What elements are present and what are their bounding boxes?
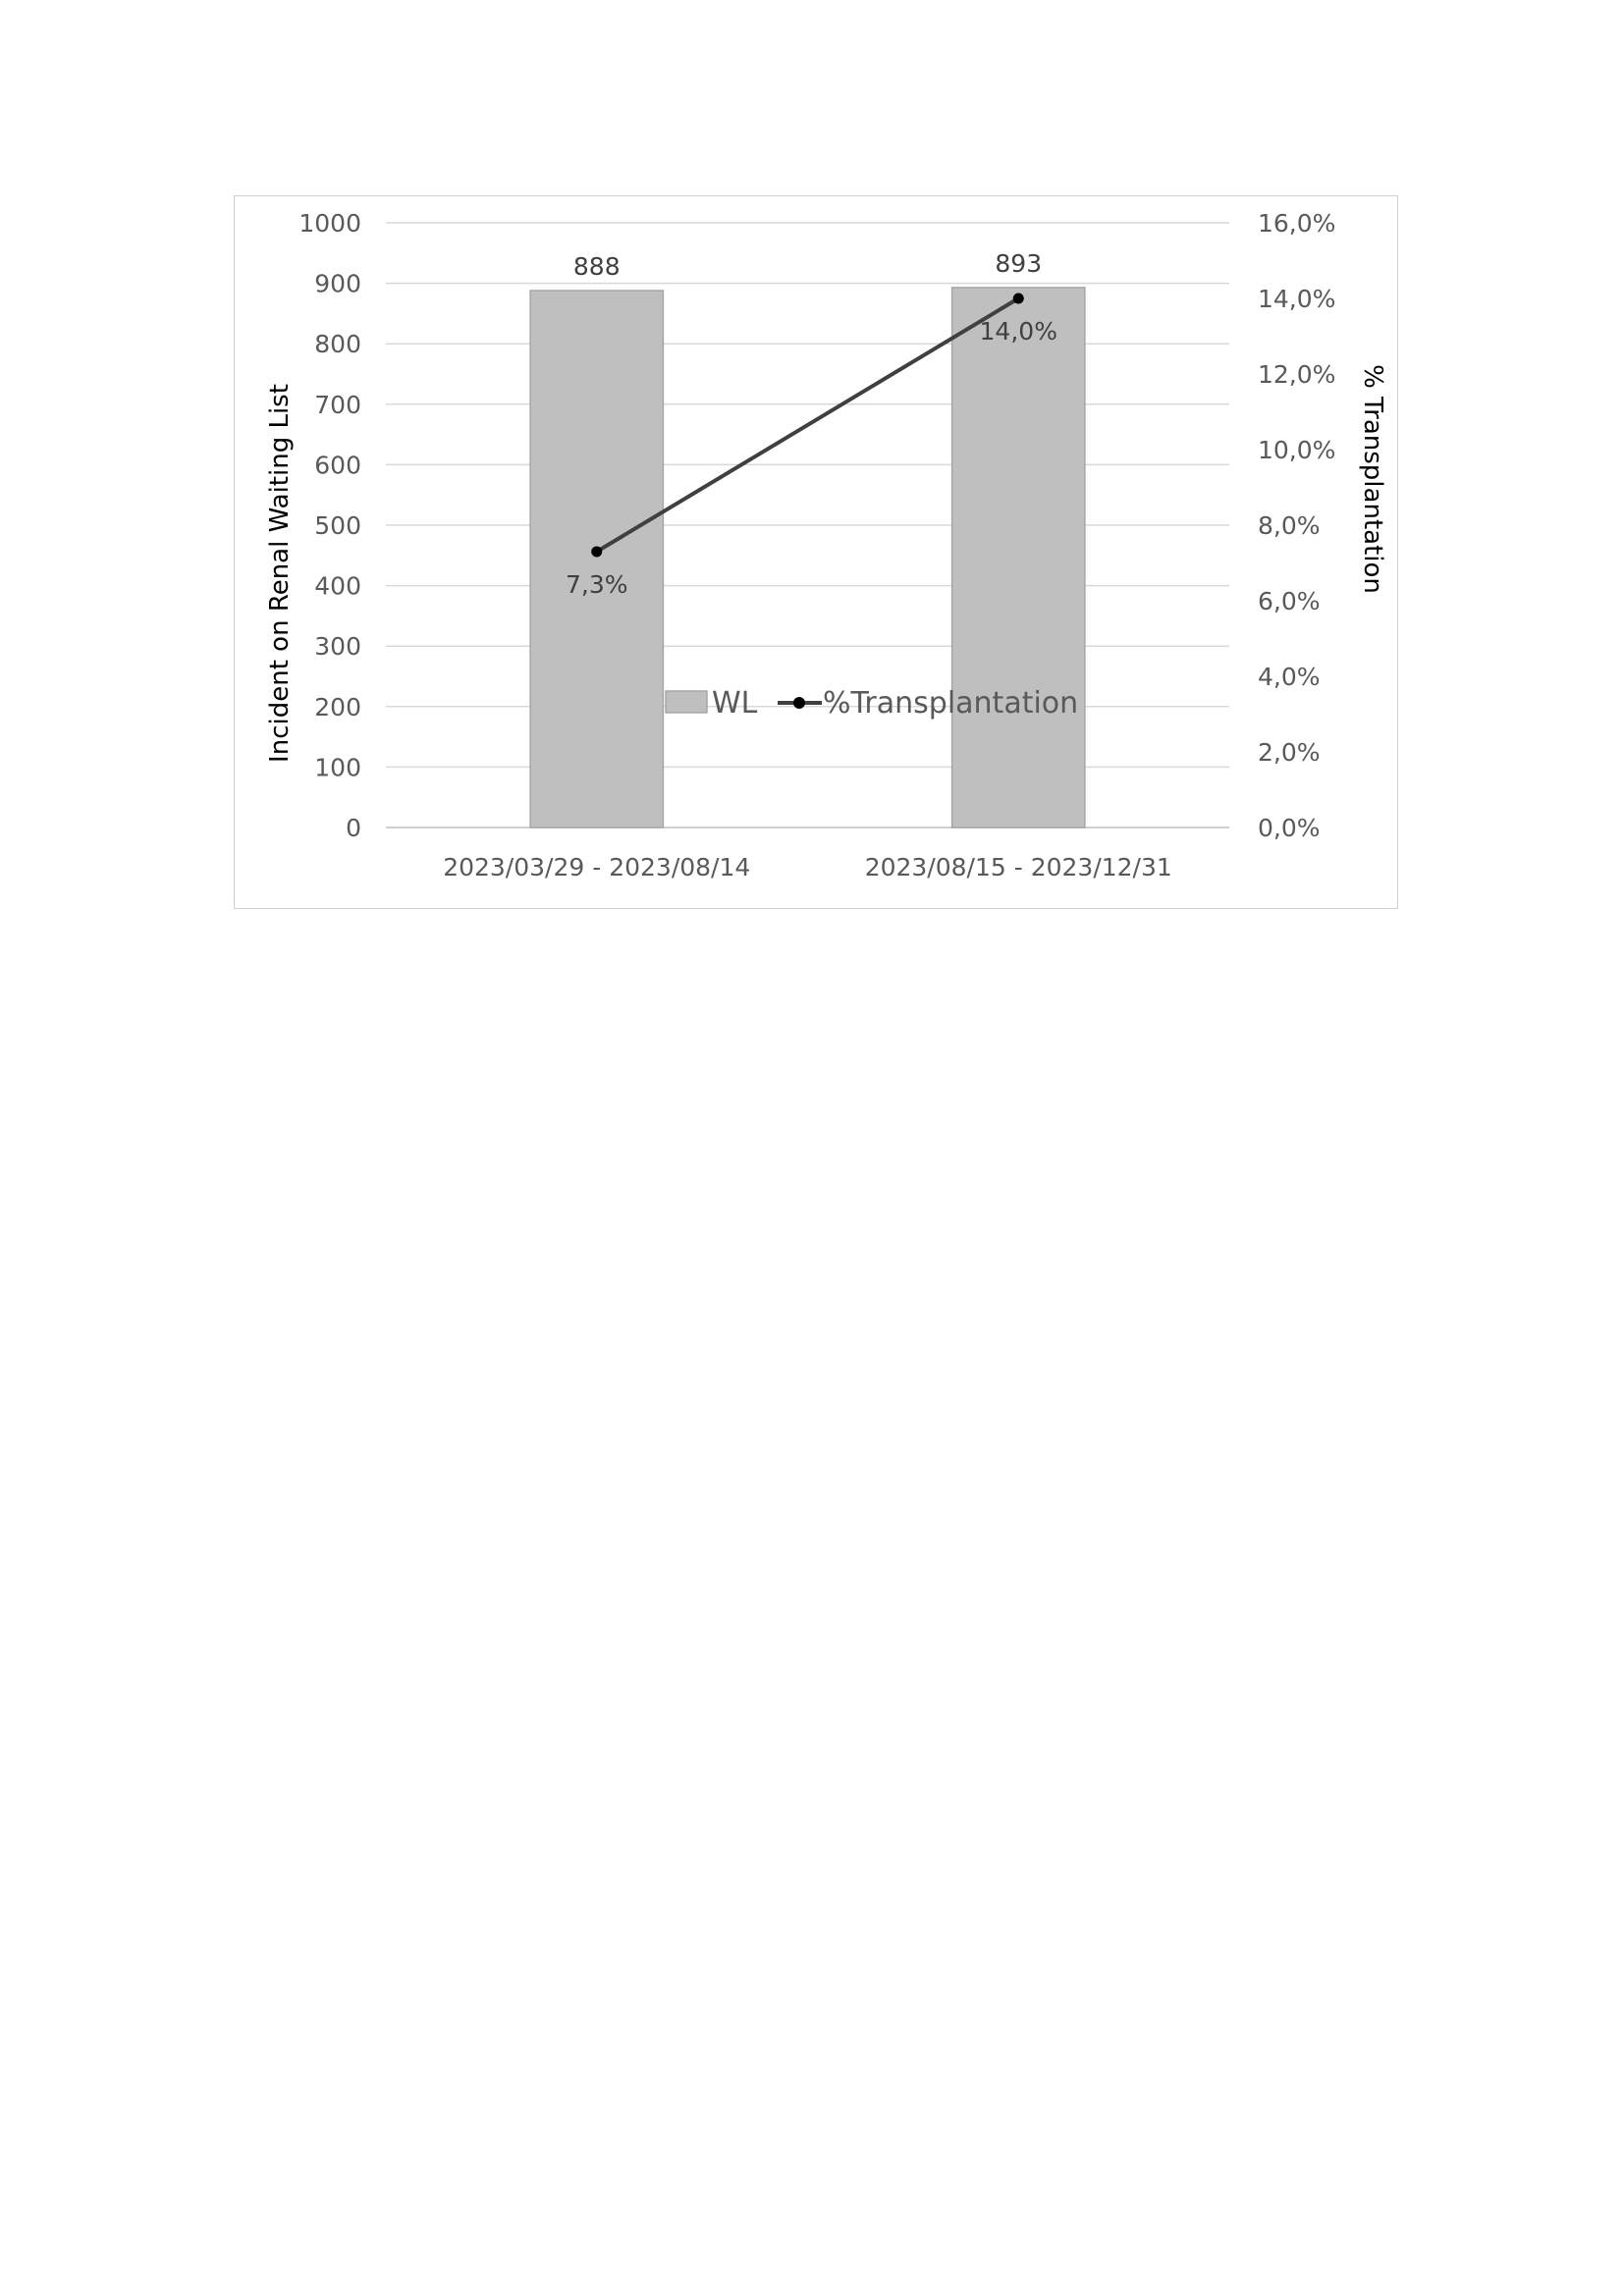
category-label: 2023/08/15 - 2023/12/31 (864, 853, 1172, 881)
bar-series-wl (530, 288, 1085, 828)
left-tick-label: 100 (314, 753, 361, 782)
line-value-label: 14,0% (979, 317, 1057, 346)
right-axis-ticks (1258, 209, 1335, 842)
line-point-transplantation (1013, 294, 1024, 304)
right-tick-label: 16,0% (1258, 209, 1336, 238)
gridlines (386, 223, 1229, 828)
legend-label-wl: WL (712, 686, 758, 721)
left-tick-label: 900 (314, 269, 361, 298)
right-tick-label: 12,0% (1258, 360, 1336, 389)
legend (666, 686, 1078, 721)
right-tick-label: 6,0% (1258, 587, 1321, 615)
line-value-label: 7,3% (565, 569, 628, 599)
right-tick-label: 10,0% (1258, 436, 1336, 464)
legend-label-transplantation: %Transplantation (823, 686, 1079, 721)
legend-marker-transplantation (793, 697, 805, 709)
left-tick-label: 400 (314, 571, 361, 601)
bar-wl (952, 288, 1085, 828)
category-label: 2023/03/29 - 2023/08/14 (443, 853, 751, 881)
right-tick-label: 0,0% (1258, 814, 1321, 842)
right-tick-label: 14,0% (1258, 285, 1336, 313)
left-tick-label: 800 (314, 330, 361, 359)
right-tick-label: 8,0% (1258, 511, 1321, 540)
left-axis-title: Incident on Renal Waiting List (265, 384, 295, 763)
left-tick-label: 600 (314, 451, 361, 480)
left-tick-label: 0 (346, 814, 361, 842)
line-point-transplantation (591, 546, 602, 557)
legend-swatch-wl (666, 691, 707, 713)
right-tick-label: 2,0% (1258, 738, 1321, 767)
left-tick-label: 300 (314, 632, 361, 662)
left-tick-label: 1000 (298, 209, 361, 238)
left-tick-label: 700 (314, 390, 361, 419)
left-axis-ticks (298, 209, 361, 842)
bar-value-label: 888 (572, 251, 621, 281)
left-tick-label: 500 (314, 511, 361, 540)
right-tick-label: 4,0% (1258, 663, 1321, 691)
category-axis-labels (443, 853, 1172, 881)
left-tick-label: 200 (314, 692, 361, 721)
bar-wl (530, 291, 663, 828)
bar-value-label: 893 (995, 248, 1043, 278)
right-axis-title: % Transplantation (1358, 364, 1387, 594)
